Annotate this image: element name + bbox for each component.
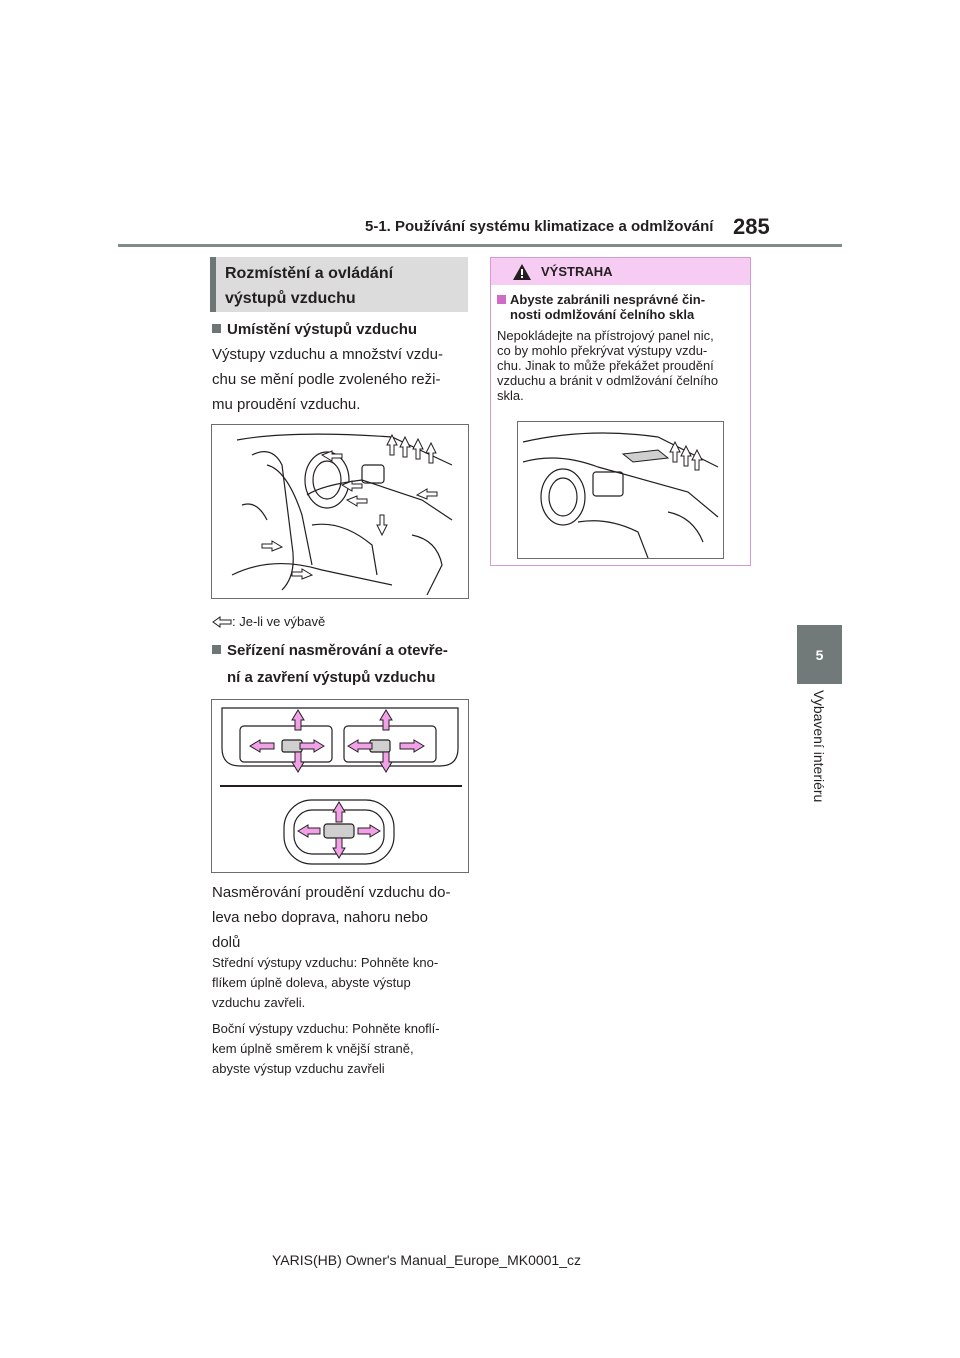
page-number: 285 — [733, 214, 770, 239]
chapter-number: 5 — [815, 646, 824, 663]
footer-text: YARIS(HB) Owner's Manual_Europe_MK0001_cz — [272, 1252, 581, 1268]
cabin-airflow-figure — [211, 424, 469, 599]
section-header-title: 5-1. Používání systému klimatizace a odmlžování — [365, 218, 714, 235]
header-rule — [118, 244, 842, 247]
text-line: Střední výstupy vzduchu: Pohněte kno- — [212, 955, 439, 970]
vent-adjustment-figure — [211, 699, 469, 873]
warning-label: VÝSTRAHA — [541, 264, 613, 279]
dashboard-object-illustration — [518, 422, 723, 558]
vent-adjustment-illustration — [212, 700, 468, 872]
legend-text: : Je-li ve výbavě — [232, 614, 326, 629]
side-vents-paragraph — [212, 1019, 440, 1079]
warning-subtitle-line2: nosti odmlžování čelního skla — [510, 307, 695, 322]
text-line: Boční výstupy vzduchu: Pohněte knoflí- — [212, 1021, 440, 1036]
section-heading-line1: Rozmístění a ovládání — [225, 265, 394, 282]
text-line: co by mohlo překrývat výstupy vzdu- — [497, 343, 708, 358]
dashboard-object-figure — [517, 421, 724, 559]
text-line: kem úplně směrem k vnější straně, — [212, 1041, 414, 1056]
bullet-square-icon — [212, 324, 221, 333]
text-line: vzduchu a bránit v odmlžování čelního — [497, 373, 719, 388]
text-line: dolů — [212, 934, 241, 951]
text-line: chu. Jinak to může překážet proudění — [497, 358, 714, 373]
text-line: abyste výstup vzduchu zavřeli — [212, 1061, 385, 1076]
text-line: flíkem úplně doleva, abyste výstup — [212, 975, 411, 990]
warning-triangle-icon — [512, 263, 532, 281]
text-line: mu proudění vzduchu. — [212, 396, 361, 413]
text-line: Nepokládejte na přístrojový panel nic, — [497, 328, 714, 343]
subheading-outlet-adjustment — [212, 637, 448, 691]
subheading-text-line1: Seřízení nasměrování a otevře- — [227, 642, 448, 659]
warning-header — [491, 258, 750, 285]
warning-subtitle-line1: Abyste zabránili nesprávné čin- — [510, 292, 706, 307]
bullet-square-icon — [212, 645, 221, 654]
text-line: Nasměrování proudění vzduchu do- — [212, 884, 451, 901]
section-heading-line2: výstupů vzduchu — [225, 290, 356, 307]
chapter-label: Vybavení interiéru — [811, 690, 827, 803]
bullet-square-icon — [497, 295, 506, 304]
chapter-tab — [797, 625, 842, 684]
text-line: chu se mění podle zvoleného reži- — [212, 371, 441, 388]
text-line: Výstupy vzduchu a množství vzdu- — [212, 346, 443, 363]
warning-box — [490, 257, 751, 566]
subheading-text-line2: ní a zavření výstupů vzduchu — [227, 669, 436, 686]
center-vents-paragraph — [212, 953, 438, 1013]
optional-equipment-legend — [212, 612, 325, 632]
direction-paragraph — [212, 880, 450, 955]
section-heading — [210, 257, 468, 312]
cabin-airflow-illustration — [212, 425, 468, 598]
text-line: vzduchu zavřeli. — [212, 995, 306, 1010]
subheading-text: Umístění výstupů vzduchu — [227, 321, 418, 338]
warning-subtitle — [497, 292, 745, 322]
text-line: leva nebo doprava, nahoru nebo — [212, 909, 429, 926]
chapter-label-container — [797, 690, 842, 830]
text-line: skla. — [497, 388, 524, 403]
subheading-outlet-location — [212, 316, 417, 343]
outline-arrow-icon — [212, 616, 232, 628]
warning-text — [497, 328, 745, 403]
outlet-location-paragraph — [212, 342, 443, 417]
